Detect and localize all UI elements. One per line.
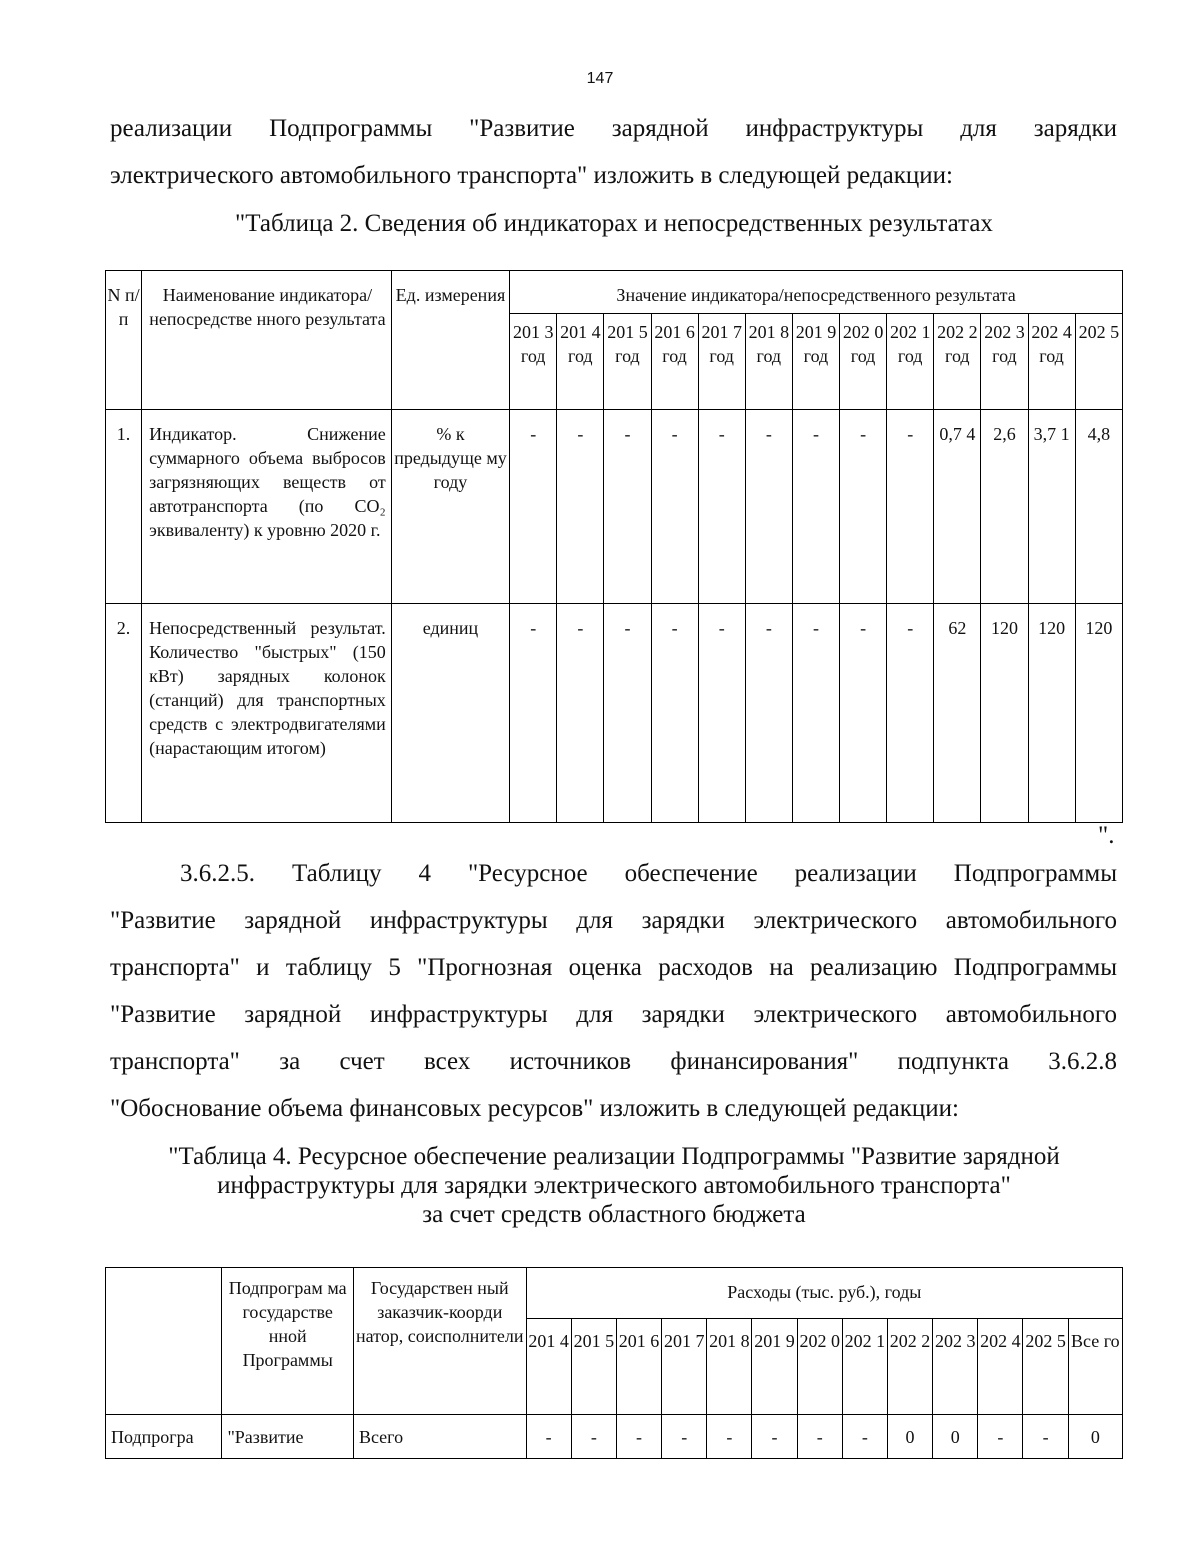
year-header: Все го xyxy=(1068,1319,1122,1415)
year-header: 201 9 xyxy=(752,1319,797,1415)
year-header: 201 9 год xyxy=(792,314,839,410)
row-value: 120 xyxy=(1075,604,1122,823)
row-value: 0,7 4 xyxy=(934,410,981,604)
row-value: 0 xyxy=(933,1415,978,1459)
row-value: 120 xyxy=(1028,604,1075,823)
year-header: 202 2 xyxy=(887,1319,932,1415)
table-row xyxy=(106,410,1123,604)
caption-line: инфраструктуры для зарядки электрического автомобильного транспорта" xyxy=(217,1172,1011,1199)
row-num: 2. xyxy=(106,604,142,823)
row-value: - xyxy=(745,410,792,604)
row-num: 1. xyxy=(106,410,142,604)
row-name: Непосредственный результат. Количество "быстрых" (150 кВт) зарядных колонок (станций) для транспортных средств с электродвигателями (нарастающим итогом) xyxy=(142,604,392,823)
row-value: - xyxy=(887,604,934,823)
intro-paragraph xyxy=(110,105,1117,199)
row-value: 0 xyxy=(887,1415,932,1459)
year-header: 202 1 xyxy=(842,1319,887,1415)
row-value: - xyxy=(840,410,887,604)
row-value: - xyxy=(840,604,887,823)
year-header: 201 8 xyxy=(707,1319,752,1415)
table2-caption: "Таблица 2. Сведения об индикаторах и непосредственных результатах xyxy=(235,210,993,237)
header-group: Расходы (тыс. руб.), годы xyxy=(526,1268,1122,1319)
table2 xyxy=(105,270,1123,823)
table-row xyxy=(106,604,1123,823)
section-line: транспорта" за счет всех источников финансирования" подпункта 3.6.2.8 xyxy=(110,1048,1117,1075)
year-header: 201 3 год xyxy=(510,314,557,410)
row-value: 0 xyxy=(1068,1415,1122,1459)
intro-line: реализации Подпрограммы "Развитие зарядной инфраструктуры для зарядки xyxy=(110,115,1117,142)
row-value: 4,8 xyxy=(1075,410,1122,604)
section-paragraph xyxy=(110,850,1117,1132)
header-name: Наименование индикатора/непосредстве нного результата xyxy=(142,271,392,410)
row-program: "Развитие xyxy=(222,1415,354,1459)
section-line: 3.6.2.5. Таблицу 4 "Ресурсное обеспечение реализации Подпрограммы xyxy=(180,860,1117,887)
row-value: - xyxy=(1023,1415,1068,1459)
row-name: Индикатор. Снижение суммарного объема выбросов загрязняющих веществ от автотранспорта (по CO₂ эквиваленту) к уровню 2020 г. xyxy=(142,410,392,604)
table-row xyxy=(106,1415,1123,1459)
row-value: 3,7 1 xyxy=(1028,410,1075,604)
section-line: "Развитие зарядной инфраструктуры для зарядки электрического автомобильного xyxy=(110,907,1117,934)
row-value: - xyxy=(651,410,698,604)
year-header: 201 5 год xyxy=(604,314,651,410)
row-unit: % к предыдуще му году xyxy=(391,410,509,604)
year-header: 201 5 xyxy=(571,1319,616,1415)
row-value: - xyxy=(557,604,604,823)
year-header: 202 4 xyxy=(978,1319,1023,1415)
year-header: 202 0 год xyxy=(840,314,887,410)
year-header: 201 4 xyxy=(526,1319,571,1415)
intro-line: электрического автомобильного транспорта" изложить в следующей редакции: xyxy=(110,162,953,189)
year-header: 202 3 год xyxy=(981,314,1028,410)
year-header: 202 2 год xyxy=(934,314,981,410)
page-number: 147 xyxy=(586,70,614,87)
header-empty xyxy=(106,1268,222,1415)
row-value: - xyxy=(707,1415,752,1459)
caption-line: за счет средств областного бюджета xyxy=(422,1201,806,1228)
row-value: - xyxy=(978,1415,1023,1459)
year-header: 202 5 xyxy=(1023,1319,1068,1415)
row-value: 62 xyxy=(934,604,981,823)
row-value: 120 xyxy=(981,604,1028,823)
row-unit: единиц xyxy=(391,604,509,823)
year-header: 202 5 xyxy=(1075,314,1122,410)
row-value: - xyxy=(604,604,651,823)
row-value: - xyxy=(745,604,792,823)
row-value: - xyxy=(616,1415,661,1459)
row-col1: Подпрогра xyxy=(106,1415,222,1459)
row-customer: Всего xyxy=(353,1415,526,1459)
header-group: Значение индикатора/непосредственного результата xyxy=(510,271,1123,314)
year-header: 202 0 xyxy=(797,1319,842,1415)
year-header: 201 4 год xyxy=(557,314,604,410)
row-value: - xyxy=(797,1415,842,1459)
year-header: 201 6 год xyxy=(651,314,698,410)
row-value: - xyxy=(752,1415,797,1459)
row-value: - xyxy=(842,1415,887,1459)
row-value: - xyxy=(792,604,839,823)
row-value: - xyxy=(662,1415,707,1459)
year-header: 201 7 год xyxy=(698,314,745,410)
year-header: 201 7 xyxy=(662,1319,707,1415)
table2-end-quote: ". xyxy=(1098,822,1115,849)
header-num: N п/ п xyxy=(106,271,142,410)
row-value: - xyxy=(604,410,651,604)
row-value: - xyxy=(887,410,934,604)
row-value: - xyxy=(651,604,698,823)
table4-caption xyxy=(104,1142,1124,1229)
row-value: - xyxy=(510,604,557,823)
row-value: - xyxy=(510,410,557,604)
year-header: 201 6 xyxy=(616,1319,661,1415)
row-value: - xyxy=(526,1415,571,1459)
header-unit: Ед. измерения xyxy=(391,271,509,410)
header-program: Подпрограм ма государстве нной Программы xyxy=(222,1268,354,1415)
year-header: 202 3 xyxy=(933,1319,978,1415)
caption-line: "Таблица 4. Ресурсное обеспечение реализации Подпрограммы "Развитие зарядной xyxy=(168,1143,1060,1170)
year-header: 201 8 год xyxy=(745,314,792,410)
year-header: 202 4 год xyxy=(1028,314,1075,410)
row-value: 2,6 xyxy=(981,410,1028,604)
row-value: - xyxy=(557,410,604,604)
section-line: "Развитие зарядной инфраструктуры для зарядки электрического автомобильного xyxy=(110,1001,1117,1028)
section-line: транспорта" и таблицу 5 "Прогнозная оценка расходов на реализацию Подпрограммы xyxy=(110,954,1117,981)
year-header: 202 1 год xyxy=(887,314,934,410)
table4 xyxy=(105,1267,1123,1459)
header-customer: Государствен ный заказчик-коорди натор, соисполнители xyxy=(353,1268,526,1415)
section-line: "Обоснование объема финансовых ресурсов" изложить в следующей редакции: xyxy=(110,1095,959,1122)
row-value: - xyxy=(698,604,745,823)
row-value: - xyxy=(698,410,745,604)
row-value: - xyxy=(792,410,839,604)
row-value: - xyxy=(571,1415,616,1459)
